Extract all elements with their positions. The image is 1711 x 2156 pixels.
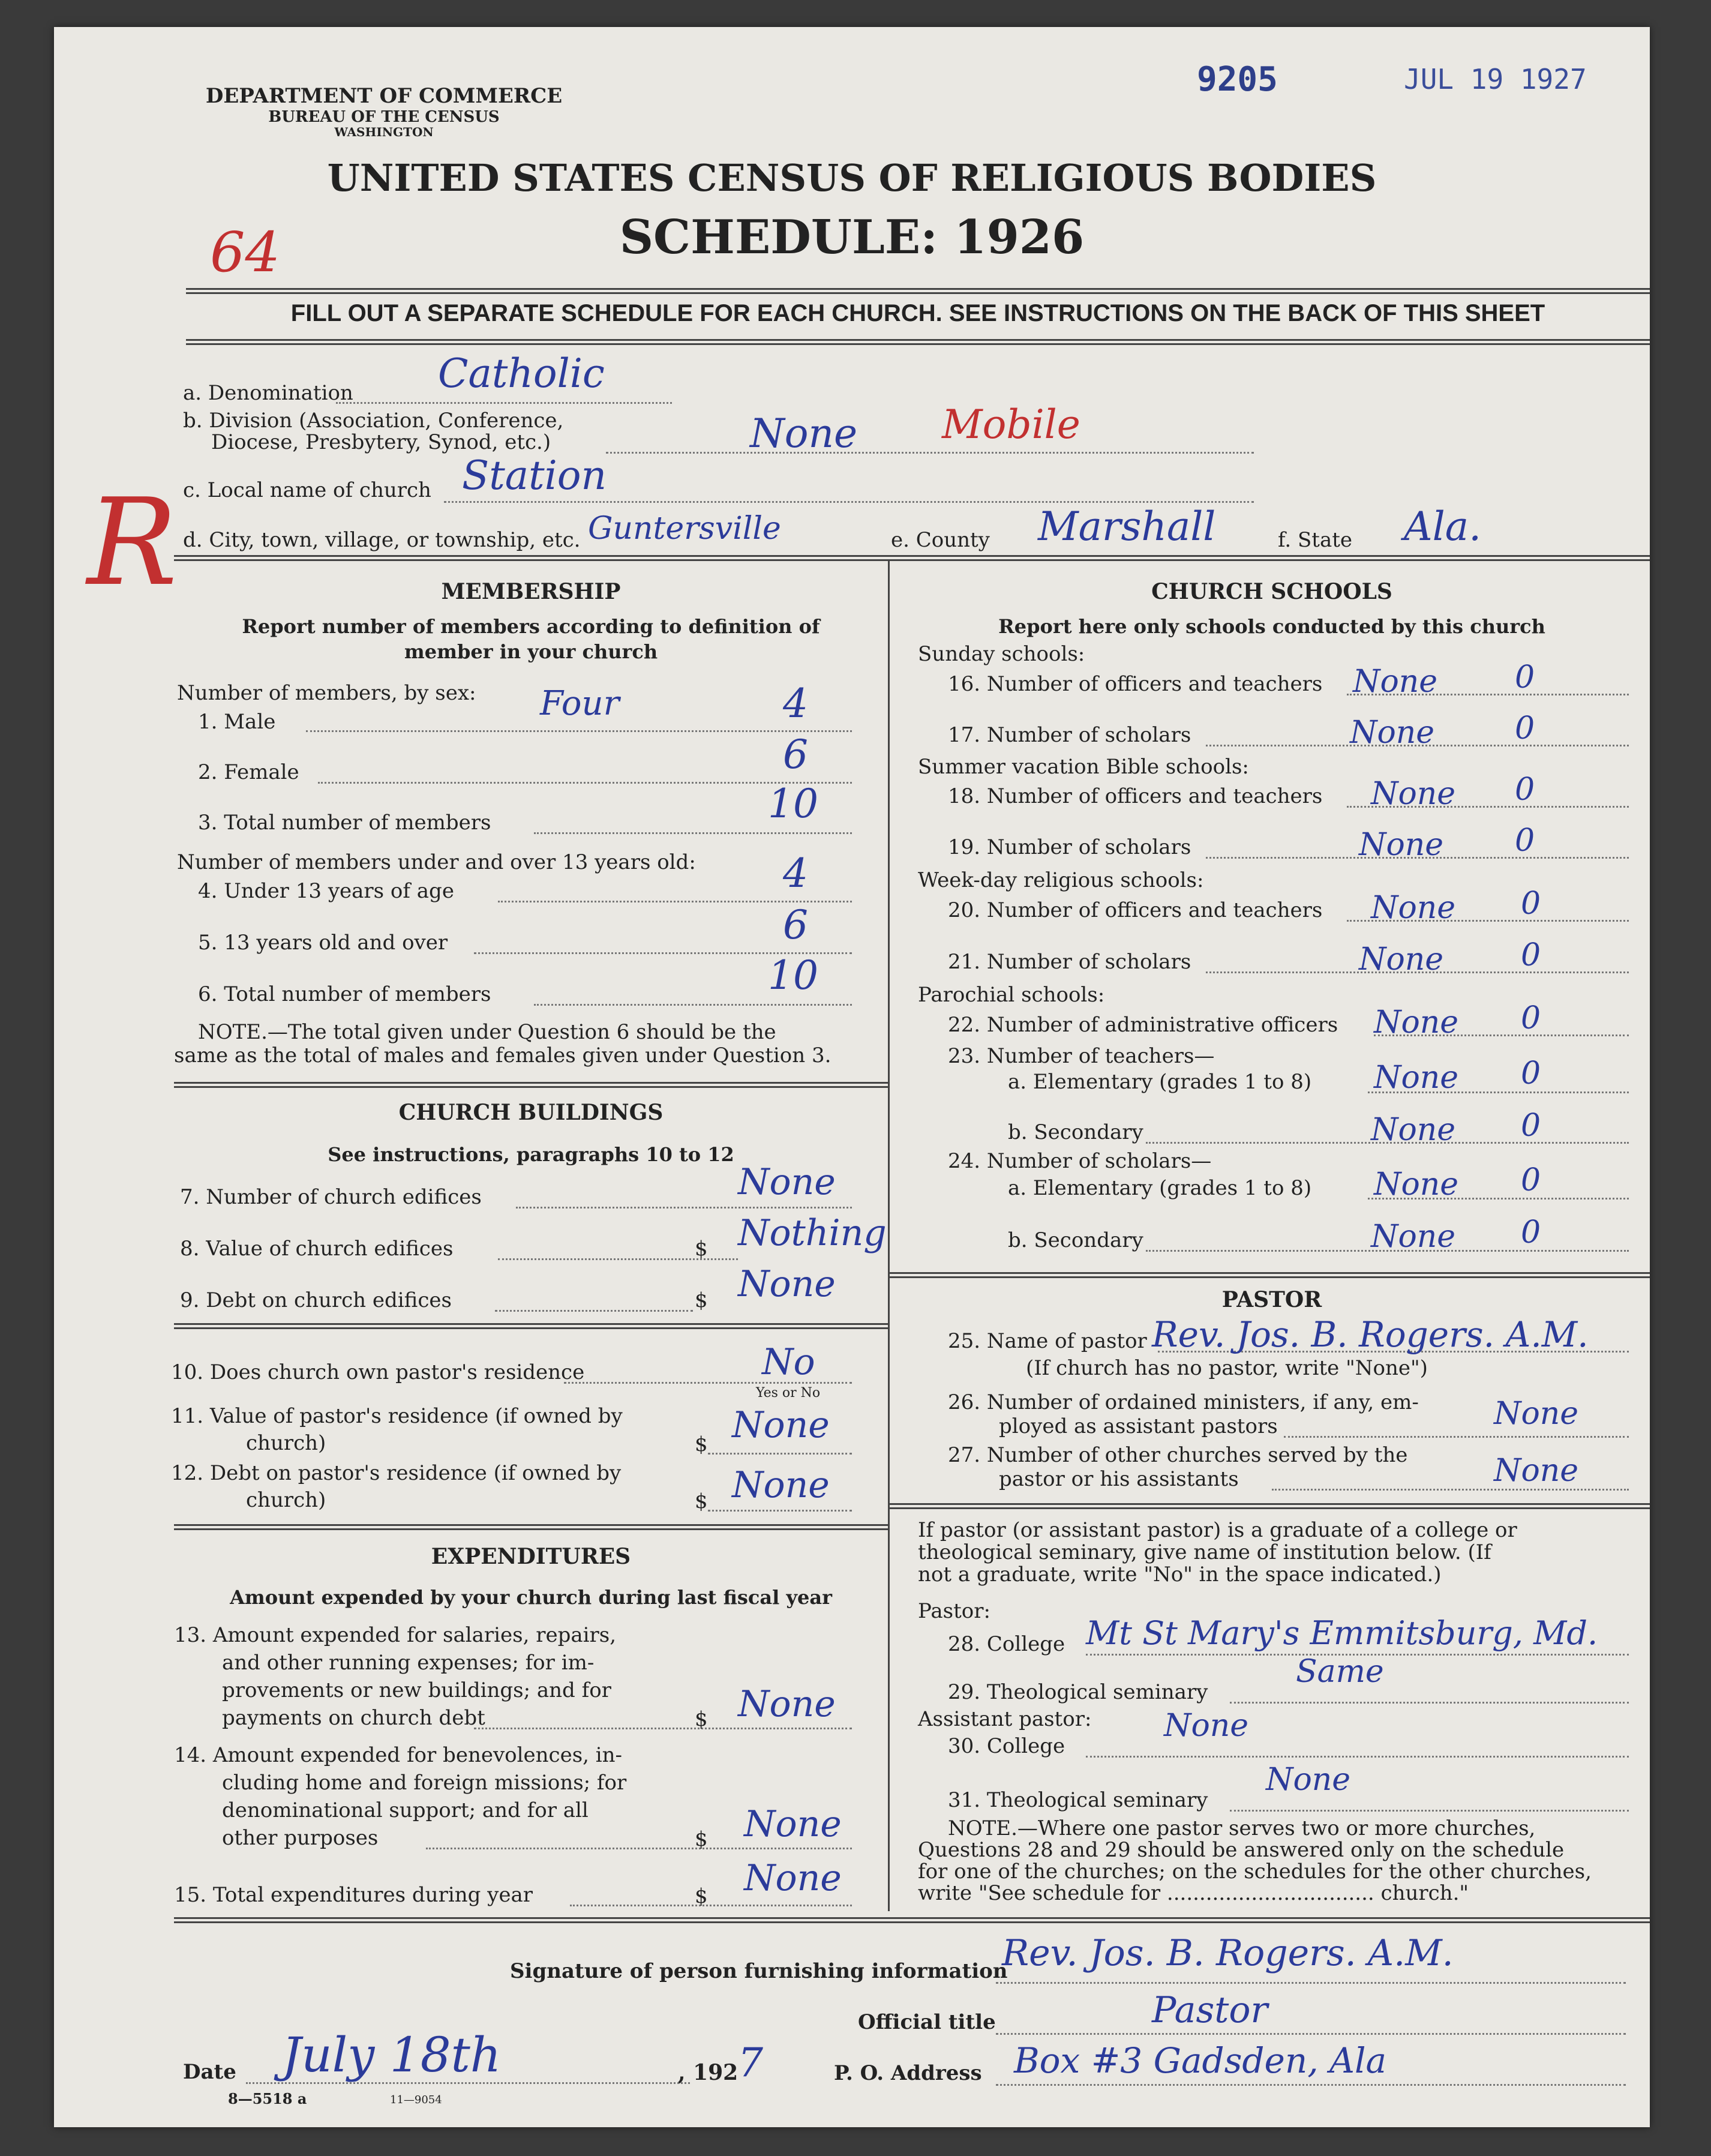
- signature-line: [996, 1982, 1626, 1984]
- official-title-label: Official title: [858, 2010, 996, 2034]
- form-title: UNITED STATES CENSUS OF RELIGIOUS BODIES: [327, 156, 1377, 200]
- date-label: Date: [183, 2060, 236, 2084]
- division-line: [606, 452, 1254, 454]
- q19-label: 19. Number of scholars: [948, 835, 1191, 859]
- q1-word: Four: [540, 684, 620, 723]
- signature-value: Rev. Jos. B. Rogers. A.M.: [1002, 1932, 1454, 1974]
- po-address-line: [996, 2084, 1626, 2086]
- instruction-banner: FILL OUT A SEPARATE SCHEDULE FOR EACH CHURCH. SEE INSTRUCTIONS ON THE BACK OF THIS SHEET: [290, 300, 1545, 326]
- church-name-label: c. Local name of church: [183, 478, 431, 502]
- pastor-note-2: Questions 28 and 29 should be answered only on the schedule: [918, 1838, 1565, 1862]
- q6-value: 10: [768, 952, 818, 998]
- q1-line: [306, 730, 852, 732]
- q13-label-3: provements or new buildings; and for: [222, 1678, 611, 1702]
- q23a-num: 0: [1521, 1055, 1541, 1092]
- buildings-rule: [174, 1323, 888, 1329]
- pastor-sub-label: Pastor:: [918, 1599, 990, 1623]
- q5-value: 6: [783, 902, 808, 948]
- signature-rule: [174, 1917, 1650, 1923]
- q29-value: Same: [1296, 1654, 1384, 1690]
- q23a-value: None: [1374, 1060, 1459, 1096]
- q15-dollar: $: [695, 1884, 708, 1908]
- q25-label: 25. Name of pastor: [948, 1329, 1147, 1353]
- q26-label-1: 26. Number of ordained ministers, if any, em-: [948, 1390, 1419, 1414]
- form-subtitle: SCHEDULE: 1926: [619, 210, 1085, 265]
- state-value: Ala.: [1404, 503, 1482, 550]
- q13-label-2: and other running expenses; for im-: [222, 1651, 595, 1675]
- q18-num: 0: [1515, 772, 1535, 808]
- signature-label: Signature of person furnishing information: [510, 1959, 1008, 1983]
- bureau-name: BUREAU OF THE CENSUS: [268, 107, 500, 126]
- q8-label: 8. Value of church edifices: [180, 1237, 454, 1261]
- q13-label-1: 13. Amount expended for salaries, repairs,: [174, 1623, 617, 1647]
- membership-rule: [174, 1082, 888, 1088]
- po-address-label: P. O. Address: [834, 2061, 982, 2085]
- q18-value: None: [1371, 776, 1456, 812]
- q5-label: 5. 13 years old and over: [198, 931, 448, 955]
- q9-value: None: [738, 1263, 836, 1305]
- pastor-note-1: NOTE.—Where one pastor serves two or more churches,: [948, 1816, 1536, 1840]
- membership-sub-1: Report number of members according to definition of: [242, 615, 820, 638]
- q19-value: None: [1359, 827, 1444, 863]
- form-number: 8—5518 a: [228, 2090, 307, 2107]
- q16-value: None: [1353, 664, 1438, 700]
- q31-line: [1230, 1810, 1629, 1812]
- graduate-note-2: theological seminary, give name of institution below. (If: [918, 1540, 1491, 1564]
- q1-value: 4: [783, 680, 808, 727]
- state-label: f. State: [1278, 528, 1352, 552]
- q7-label: 7. Number of church edifices: [180, 1185, 482, 1209]
- q2-value: 6: [783, 731, 808, 778]
- weekday-label: Week-day religious schools:: [918, 868, 1204, 892]
- q14-line: [426, 1848, 852, 1849]
- parochial-label: Parochial schools:: [918, 983, 1105, 1007]
- q22-label: 22. Number of administrative officers: [948, 1013, 1338, 1037]
- q24b-value: None: [1371, 1219, 1456, 1255]
- membership-note-1: NOTE.—The total given under Question 6 should be the: [198, 1020, 776, 1044]
- q27-label-1: 27. Number of other churches served by the: [948, 1443, 1408, 1467]
- q15-value: None: [744, 1857, 842, 1899]
- county-value: Marshall: [1038, 503, 1216, 550]
- q23b-value: None: [1371, 1112, 1456, 1148]
- q27-value: None: [1494, 1453, 1579, 1489]
- q20-num: 0: [1521, 886, 1541, 922]
- q26-line: [1284, 1436, 1629, 1438]
- year-value: 7: [738, 2040, 763, 2086]
- q16-label: 16. Number of officers and teachers: [948, 672, 1323, 696]
- schools-sub: Report here only schools conducted by this church: [998, 615, 1545, 638]
- q29-line: [1230, 1702, 1629, 1704]
- q27-label-2: pastor or his assistants: [999, 1467, 1239, 1491]
- membership-heading: MEMBERSHIP: [441, 579, 621, 604]
- q30-label: 30. College: [948, 1734, 1065, 1758]
- graduate-note-3: not a graduate, write "No" in the space indicated.): [918, 1563, 1442, 1587]
- members-by-sex-label: Number of members, by sex:: [177, 681, 476, 705]
- q13-dollar: $: [695, 1707, 708, 1731]
- graduate-note-1: If pastor (or assistant pastor) is a graduate of a college or: [918, 1518, 1517, 1542]
- title-rule: [186, 288, 1650, 294]
- q13-label-4: payments on church debt: [222, 1706, 485, 1730]
- q17-value: None: [1350, 715, 1435, 751]
- q23b-label: b. Secondary: [1008, 1120, 1143, 1144]
- margin-number: 64: [210, 220, 281, 284]
- q17-label: 17. Number of scholars: [948, 723, 1191, 747]
- q2-label: 2. Female: [198, 760, 299, 784]
- q27-line: [1272, 1489, 1629, 1491]
- q24a-num: 0: [1521, 1162, 1541, 1198]
- q9-label: 9. Debt on church edifices: [180, 1288, 452, 1312]
- sunday-label: Sunday schools:: [918, 642, 1085, 666]
- q10-label: 10. Does church own pastor's residence: [171, 1360, 585, 1384]
- q7-value: None: [738, 1161, 836, 1203]
- city-value: Guntersville: [588, 511, 781, 547]
- q22-value: None: [1374, 1004, 1459, 1040]
- q19-num: 0: [1515, 823, 1535, 859]
- q8-dollar: $: [695, 1237, 708, 1261]
- q7-line: [516, 1207, 852, 1209]
- q4-value: 4: [783, 850, 808, 896]
- q12-label-2: church): [246, 1488, 326, 1512]
- church-name-line: [444, 501, 1254, 503]
- q11-dollar: $: [695, 1432, 708, 1456]
- q17-num: 0: [1515, 710, 1535, 746]
- q13-value: None: [738, 1683, 836, 1725]
- q3-label: 3. Total number of members: [198, 811, 491, 835]
- q13-line: [474, 1728, 852, 1729]
- q6-label: 6. Total number of members: [198, 982, 491, 1006]
- q14-value: None: [744, 1803, 842, 1845]
- q25-hint: (If church has no pastor, write "None"): [1026, 1356, 1428, 1380]
- q21-value: None: [1359, 941, 1444, 977]
- q14-label-1: 14. Amount expended for benevolences, in-: [174, 1743, 623, 1767]
- q12-label-1: 12. Debt on pastor's residence (if owned by: [171, 1461, 622, 1485]
- city-label: d. City, town, village, or township, etc.: [183, 528, 581, 552]
- q14-dollar: $: [695, 1827, 708, 1851]
- q8-value: Nothing: [738, 1212, 887, 1254]
- buildings-heading: CHURCH BUILDINGS: [398, 1100, 664, 1125]
- q3-value: 10: [768, 781, 818, 827]
- division-value: None: [750, 410, 858, 457]
- assistant-sub-label: Assistant pastor:: [918, 1707, 1092, 1731]
- q26-value: None: [1494, 1396, 1579, 1432]
- county-label: e. County: [891, 528, 990, 552]
- membership-note-2: same as the total of males and females given under Question 3.: [174, 1043, 832, 1067]
- po-address-value: Box #3 Gadsden, Ala: [1014, 2040, 1387, 2081]
- q25-value: Rev. Jos. B. Rogers. A.M.: [1152, 1314, 1589, 1355]
- q14-label-3: denominational support; and for all: [222, 1798, 589, 1822]
- column-divider: [888, 561, 890, 1911]
- q4-label: 4. Under 13 years of age: [198, 879, 454, 903]
- official-title-line: [996, 2033, 1626, 2035]
- q21-num: 0: [1521, 937, 1541, 973]
- members-by-age-label: Number of members under and over 13 years old:: [177, 850, 696, 874]
- q6-line: [534, 1004, 852, 1006]
- bureau-city: WASHINGTON: [334, 125, 434, 140]
- section-rule: [174, 555, 1650, 561]
- q9-dollar: $: [695, 1288, 708, 1312]
- q1-label: 1. Male: [198, 710, 276, 734]
- q23-label: 23. Number of teachers—: [948, 1044, 1215, 1068]
- margin-letter: R: [87, 473, 178, 613]
- division-label-2: Diocese, Presbytery, Synod, etc.): [211, 430, 551, 454]
- division-diocese: Mobile: [942, 401, 1080, 448]
- q14-label-2: cluding home and foreign missions; for: [222, 1771, 627, 1795]
- schools-rule: [889, 1272, 1650, 1278]
- q12-line: [708, 1510, 852, 1512]
- date-value: July 18th: [282, 2027, 502, 2083]
- q10-value: No: [762, 1341, 815, 1383]
- church-name-value: Station: [462, 452, 607, 499]
- q20-value: None: [1371, 890, 1456, 926]
- residence-rule: [174, 1524, 888, 1530]
- q31-label: 31. Theological seminary: [948, 1788, 1208, 1812]
- q18-label: 18. Number of officers and teachers: [948, 784, 1323, 808]
- stamp-number: 9205: [1197, 60, 1278, 99]
- pastor-note-3: for one of the churches; on the schedules for the other churches,: [918, 1860, 1592, 1884]
- denomination-value: Catholic: [438, 350, 605, 397]
- q15-label: 15. Total expenditures during year: [174, 1883, 533, 1907]
- pastor-rule: [889, 1503, 1650, 1509]
- q23a-label: a. Elementary (grades 1 to 8): [1008, 1070, 1312, 1094]
- division-label-1: b. Division (Association, Conference,: [183, 409, 564, 433]
- q28-label: 28. College: [948, 1632, 1065, 1656]
- stamp-date: JUL 19 1927: [1404, 63, 1587, 95]
- pastor-note-4: write "See schedule for ................................ church.": [918, 1881, 1469, 1905]
- q30-line: [1086, 1756, 1629, 1758]
- q24b-num: 0: [1521, 1215, 1541, 1251]
- expenditures-sub: Amount expended by your church during last fiscal year: [230, 1586, 832, 1609]
- q28-value: Mt St Mary's Emmitsburg, Md.: [1086, 1614, 1598, 1652]
- q11-label-1: 11. Value of pastor's residence (if owned by: [171, 1404, 623, 1428]
- q20-label: 20. Number of officers and teachers: [948, 898, 1323, 922]
- banner-rule: [186, 339, 1650, 345]
- q24a-value: None: [1374, 1167, 1459, 1203]
- q11-value: None: [732, 1404, 830, 1446]
- buildings-sub: See instructions, paragraphs 10 to 12: [328, 1143, 734, 1166]
- q16-num: 0: [1515, 659, 1535, 695]
- q31-value: None: [1266, 1762, 1351, 1798]
- q9-line: [495, 1310, 693, 1312]
- q10-hint: Yes or No: [756, 1386, 821, 1401]
- q24-label: 24. Number of scholars—: [948, 1149, 1212, 1173]
- summer-label: Summer vacation Bible schools:: [918, 755, 1249, 779]
- q14-label-4: other purposes: [222, 1826, 379, 1850]
- dept-name: DEPARTMENT OF COMMERCE: [205, 84, 563, 108]
- membership-sub-2: member in your church: [404, 640, 658, 663]
- q15-line: [570, 1905, 852, 1906]
- denomination-label: a. Denomination: [183, 381, 353, 405]
- expenditures-heading: EXPENDITURES: [431, 1544, 631, 1569]
- q12-dollar: $: [695, 1489, 708, 1513]
- q3-line: [534, 832, 852, 834]
- q24a-label: a. Elementary (grades 1 to 8): [1008, 1176, 1312, 1200]
- q23b-num: 0: [1521, 1108, 1541, 1144]
- year-prefix: , 192: [678, 2060, 739, 2085]
- q11-line: [708, 1453, 852, 1455]
- q24b-label: b. Secondary: [1008, 1228, 1143, 1252]
- pastor-heading: PASTOR: [1221, 1287, 1322, 1312]
- q11-label-2: church): [246, 1431, 326, 1455]
- denomination-line: [336, 402, 672, 404]
- print-number: 11—9054: [390, 2094, 442, 2106]
- official-title-value: Pastor: [1152, 1989, 1268, 2031]
- q12-value: None: [732, 1464, 830, 1506]
- q30-value: None: [1164, 1708, 1249, 1744]
- q26-label-2: ployed as assistant pastors: [999, 1414, 1278, 1438]
- q22-num: 0: [1521, 1000, 1541, 1036]
- schools-heading: CHURCH SCHOOLS: [1151, 579, 1392, 604]
- census-schedule-sheet: [54, 27, 1650, 2127]
- q29-label: 29. Theological seminary: [948, 1680, 1208, 1704]
- q21-label: 21. Number of scholars: [948, 950, 1191, 974]
